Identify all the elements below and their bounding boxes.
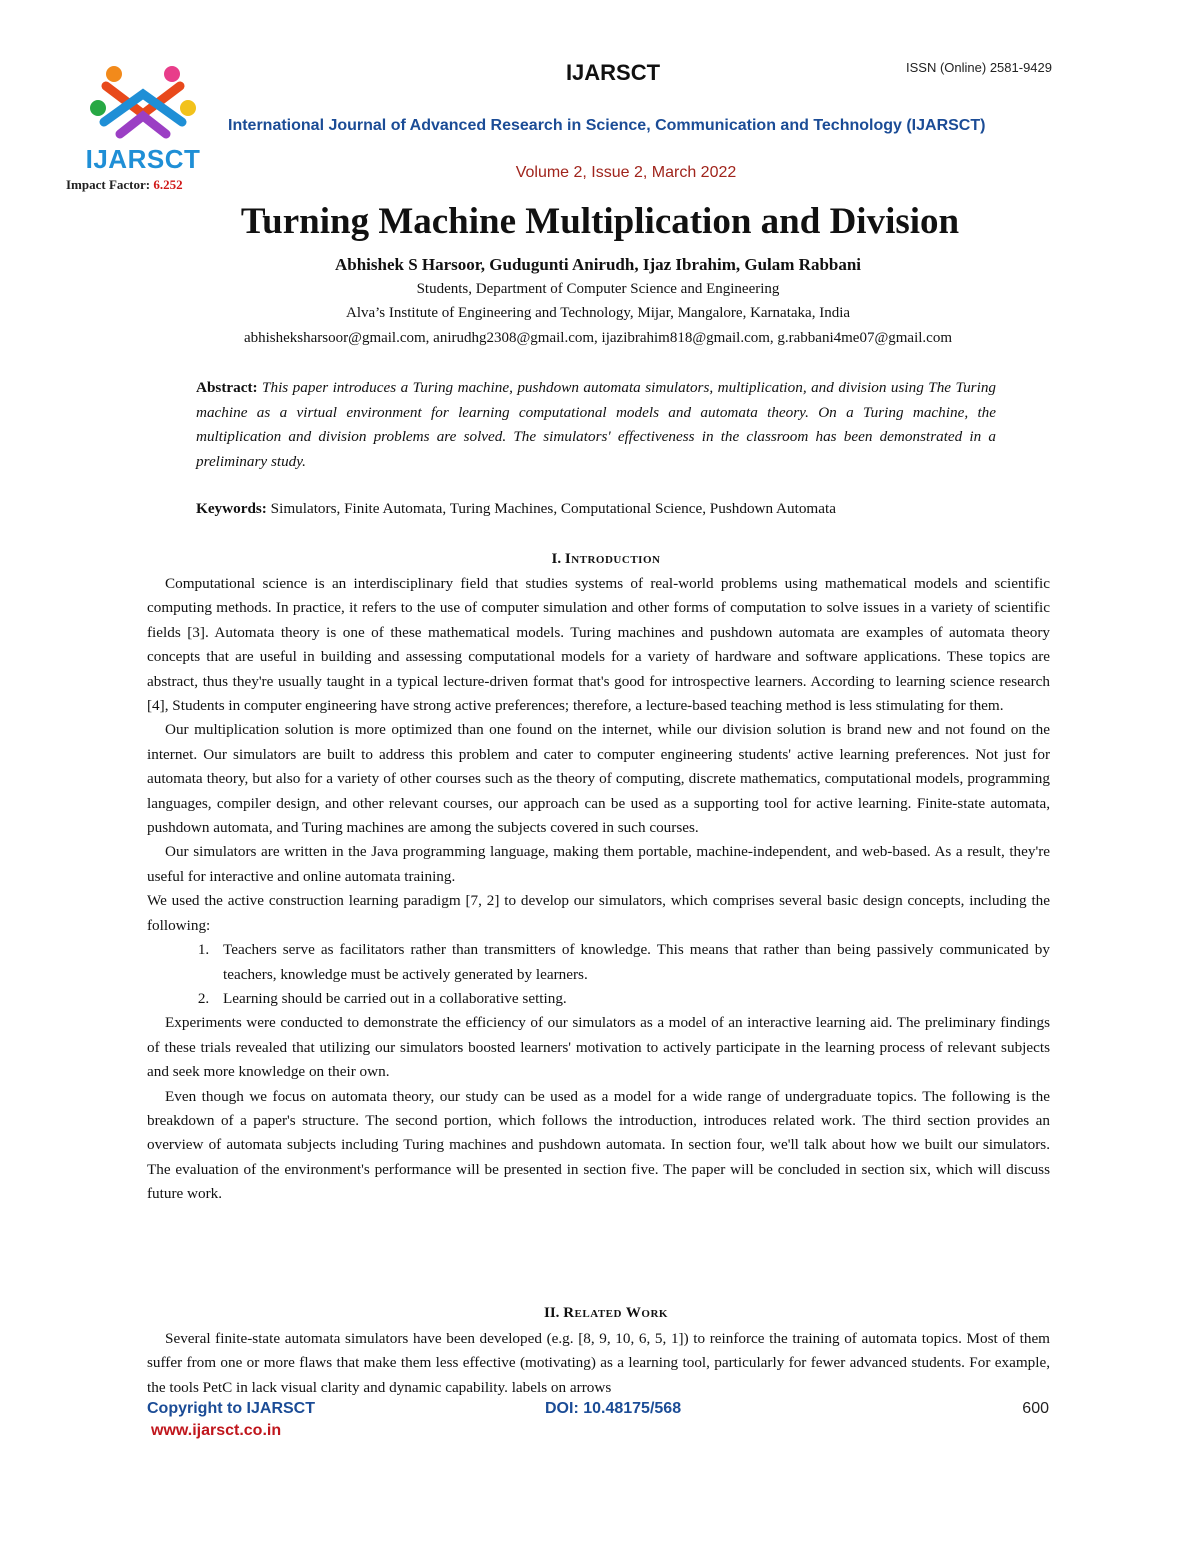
section-related-work-body	[147, 1327, 1050, 1400]
issn: ISSN (Online) 2581-9429	[906, 60, 1052, 75]
abstract	[196, 376, 996, 474]
paragraph: Our multiplication solution is more optimized than one found on the internet, while our division solution is brand new and not found on the internet. Our simulators are built to address this problem and cater to computer engineering students' active learning preferences. Not just for automata theory, but also for a variety of other courses such as the theory of computing, discrete mathematics, computational models, programming languages, compiler design, and other relevant courses, our approach can be used as a supporting tool for active learning. Finite-state automata, pushdown automata, and Turing machines are among the subjects covered in such courses.	[147, 721, 1050, 837]
footer-copyright: Copyright to IJARSCT	[147, 1400, 315, 1417]
paragraph: Experiments were conducted to demonstrate the efficiency of our simulators as a model of an interactive learning aid. The preliminary findings of these trials revealed that utilizing our simulators boosted learners' motivation to actively participate in the learning process of relevant subjects and seek more knowledge on their own.	[147, 1014, 1050, 1081]
volume-issue: Volume 2, Issue 2, March 2022	[515, 164, 737, 181]
keywords	[196, 500, 1016, 518]
paragraph: Even though we focus on automata theory, our study can be used as a model for a wide range of undergraduate topics. The following is the breakdown of a paper's structure. The second portion, which follows the introduction, introduces related work. The third section provides an overview of automata subjects including Turing machines and pushdown automata. In section four, we'll talk about how we built our simulators. The evaluation of the environment's performance will be presented in section five. The paper will be concluded in section six, which will discuss future work.	[147, 1087, 1050, 1203]
paper-title: Turning Machine Multiplication and Division	[240, 201, 960, 242]
abstract-text: This paper introduces a Turing machine, pushdown automata simulators, multiplication, and division using The Turing machine as a virtual environment for learning computational models and automata theory. On a Turing machine, the multiplication and division problems are solved. The simulators' effectiveness in the classroom has been demonstrated in a preliminary study.	[196, 379, 997, 470]
abstract-label: Abstract:	[196, 379, 263, 396]
keywords-label: Keywords:	[196, 500, 271, 517]
paragraph: Several finite-state automata simulators have been developed (e.g. [8, 9, 10, 6, 5, 1]) to reinforce the training of automata topics. Most of them suffer from one or more flaws that make them less effective (motivating) as a learning tool, particularly for fewer advanced students. For example, the tools PetC in lack visual clarity and dynamic capability. labels on arrows	[147, 1330, 1050, 1396]
section-introduction-body	[147, 572, 1050, 1207]
paragraph: Computational science is an interdisciplinary field that studies systems of real-world problems using mathematical models and scientific computing methods. In practice, it refers to the use of computer simulation and other forms of computation to solve issues in a variety of scientific fields [3]. Automata theory is one of these mathematical models. Turing machines and pushdown automata are examples of automata theory concepts that are useful in building and assessing computational models for a variety of hardware and software applications. These topics are abstract, thus they're usually taught in a typical lecture-driven format that's good for introspective learners. According to learning science research [4], Students in computer engineering have strong active preferences; therefore, a lecture-based teaching method is less stimulating for them.	[147, 575, 1050, 715]
list-item: 1. Teachers serve as facilitators rather than transmitters of knowledge. This means that rather than being passively communicated by teachers, knowledge must be actively generated by learners.	[213, 938, 1050, 987]
affiliation-department: Students, Department of Computer Science and Engineering	[416, 281, 780, 297]
paragraph: We used the active construction learning paradigm [7, 2] to develop our simulators, which comprises several basic design concepts, including the following:	[147, 892, 1050, 934]
list-item: 2. Learning should be carried out in a collaborative setting.	[213, 987, 1050, 1011]
section-heading-related-work: II. Related Work	[544, 1305, 668, 1321]
logo-text: IJARSCT	[85, 144, 201, 174]
journal-abbreviation: IJARSCT	[565, 60, 661, 85]
journal-website-link[interactable]: www.ijarsct.co.in	[151, 1422, 282, 1439]
page-number: 600	[1022, 1400, 1049, 1417]
affiliation-institute: Alva’s Institute of Engineering and Technology, Mijar, Mangalore, Karnataka, India	[345, 305, 851, 321]
authors: Abhishek S Harsoor, Gudugunti Anirudh, Ijaz Ibrahim, Gulam Rabbani	[334, 255, 862, 274]
keywords-text: Simulators, Finite Automata, Turing Machines, Computational Science, Pushdown Automata	[270, 500, 836, 517]
journal-name: International Journal of Advanced Research in Science, Communication and Technology (IJARSCT)	[228, 117, 986, 134]
author-emails: abhisheksharsoor@gmail.com, anirudhg2308@gmail.com, ijazibrahim818@gmail.com, g.rabbani4me07@gmail.com	[243, 330, 953, 346]
impact-factor: Impact Factor: 6.252	[66, 177, 183, 192]
design-concepts-list	[147, 938, 1050, 1011]
footer-doi[interactable]: DOI: 10.48175/568	[545, 1400, 682, 1417]
section-heading-introduction: I. Introduction	[551, 551, 661, 567]
paragraph: Our simulators are written in the Java programming language, making them portable, machine-independent, and web-based. As a result, they're useful for interactive and online automata training.	[147, 843, 1050, 885]
